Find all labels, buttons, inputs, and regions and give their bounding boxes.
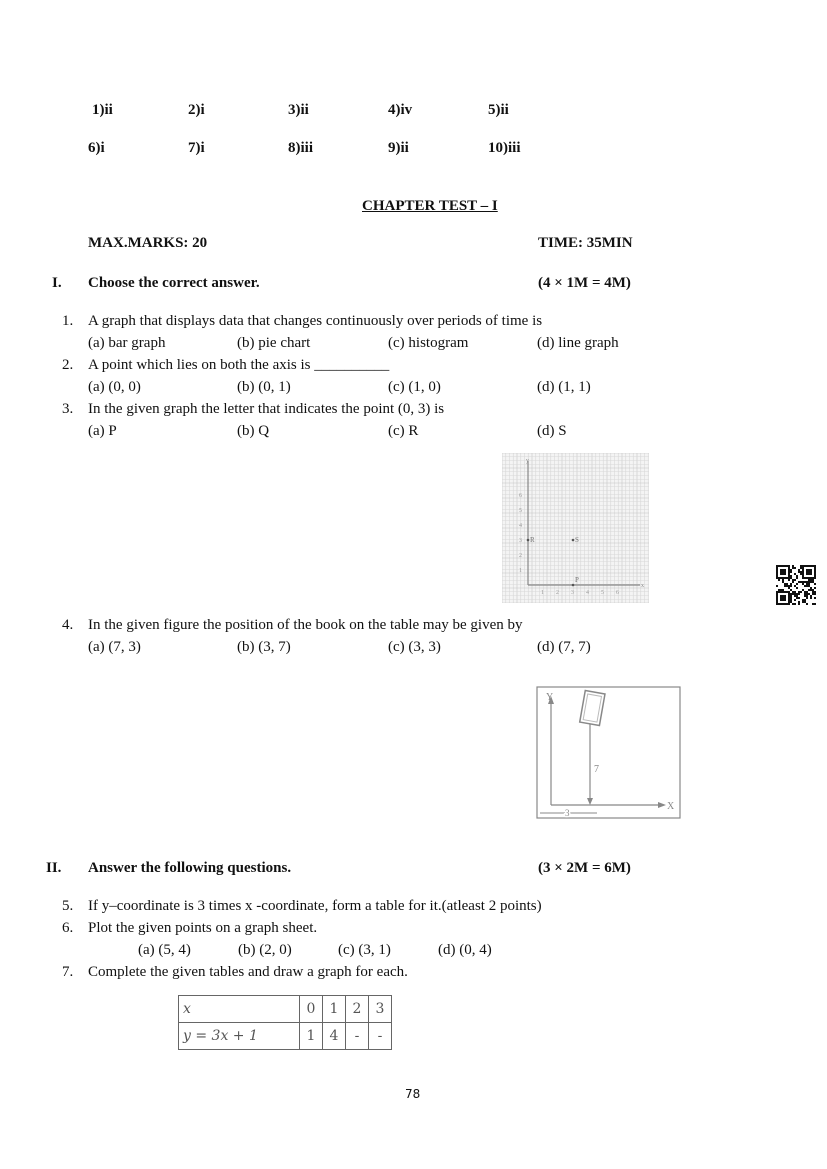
option: (d) (1, 1) [537, 379, 591, 395]
table-cell: - [346, 1023, 369, 1050]
time: TIME: 35MIN [538, 235, 633, 251]
answer: 5)ii [488, 102, 509, 118]
option: (a) (5, 4) [138, 942, 191, 958]
y-tick-label: 6 [519, 493, 522, 499]
option: (d) line graph [537, 335, 619, 351]
question-number: 4. [62, 617, 74, 633]
option: (c) R [388, 423, 419, 439]
max-marks: MAX.MARKS: 20 [88, 235, 208, 251]
section-heading: Choose the correct answer. [88, 275, 260, 291]
option: (b) (3, 7) [237, 639, 291, 655]
table-row [179, 996, 392, 1023]
option: (a) P [88, 423, 117, 439]
question-text: Plot the given points on a graph sheet. [88, 920, 318, 936]
point-P [572, 584, 575, 587]
question-number: 3. [62, 401, 74, 417]
table-row [179, 1023, 392, 1050]
answer: 6)i [88, 140, 105, 156]
option: (b) Q [237, 423, 270, 439]
answer: 2)i [188, 102, 205, 118]
option: (c) histogram [388, 335, 469, 351]
question-number: 6. [62, 920, 74, 936]
vertical-distance-label: 7 [594, 764, 599, 775]
x-axis-label: x [641, 583, 644, 589]
table-cell: - [369, 1023, 392, 1050]
answer: 3)ii [288, 102, 309, 118]
question-text: A graph that displays data that changes continuously over periods of time is [88, 313, 543, 329]
point-S [572, 539, 575, 542]
coordinate-graph-figure [502, 453, 649, 603]
answer: 1)ii [92, 102, 113, 118]
y-axis-label: y [526, 458, 529, 464]
book-icon [580, 691, 605, 726]
x-tick-label: 5 [601, 590, 604, 596]
option: (a) bar graph [88, 335, 166, 351]
section-heading: Answer the following questions. [88, 860, 292, 876]
option: (a) (0, 0) [88, 379, 141, 395]
chapter-title: CHAPTER TEST – I [362, 198, 498, 214]
section-number: I. [52, 275, 62, 291]
option: (d) (7, 7) [537, 639, 591, 655]
option: (c) (3, 1) [338, 942, 391, 958]
table-cell: y = 3x + 1 [179, 1023, 300, 1050]
y-tick-label: 3 [519, 538, 522, 544]
x-tick-label: 3 [571, 590, 574, 596]
point-R [527, 539, 530, 542]
x-tick-label: 6 [616, 590, 619, 596]
point-label: S [575, 536, 579, 544]
value-table [178, 995, 392, 1050]
option: (b) pie chart [237, 335, 311, 351]
book-position-figure [520, 680, 685, 822]
table-cell: 0 [300, 996, 323, 1023]
question-number: 7. [62, 964, 74, 980]
option: (c) (1, 0) [388, 379, 441, 395]
horizontal-distance-label: 3 [565, 808, 570, 818]
y-tick-label: 1 [519, 568, 522, 574]
point-label: R [530, 536, 535, 544]
answer: 8)iii [288, 140, 313, 156]
y-tick-label: 4 [519, 523, 522, 529]
answer: 10)iii [488, 140, 521, 156]
question-text: If y–coordinate is 3 times x -coordinate, form a table for it.(atleast 2 points) [88, 898, 542, 914]
question-text: Complete the given tables and draw a graph for each. [88, 964, 408, 980]
table-cell: 1 [300, 1023, 323, 1050]
y-tick-label: 5 [519, 508, 522, 514]
y-axis-label: Y [546, 692, 554, 703]
qr-code[interactable] [776, 565, 816, 605]
option: (d) (0, 4) [438, 942, 492, 958]
answer: 4)iv [388, 102, 413, 118]
table-cell: 2 [346, 996, 369, 1023]
table-cell: x [179, 996, 300, 1023]
table-cell: 1 [323, 996, 346, 1023]
question-number: 5. [62, 898, 74, 914]
question-text: A point which lies on both the axis is __________ [88, 357, 390, 373]
option: (d) S [537, 423, 567, 439]
section-marks: (3 × 2M = 6M) [538, 860, 631, 876]
x-axis-label: X [667, 801, 675, 812]
y-tick-label: 2 [519, 553, 522, 559]
option: (a) (7, 3) [88, 639, 141, 655]
option: (b) (2, 0) [238, 942, 292, 958]
x-tick-label: 1 [541, 590, 544, 596]
section-number: II. [46, 860, 62, 876]
question-text: In the given figure the position of the book on the table may be given by [88, 617, 523, 633]
answer: 7)i [188, 140, 205, 156]
option: (c) (3, 3) [388, 639, 441, 655]
question-number: 2. [62, 357, 74, 373]
page-number: 78 [405, 1087, 421, 1101]
x-tick-label: 2 [556, 590, 559, 596]
table-cell: 3 [369, 996, 392, 1023]
answer: 9)ii [388, 140, 409, 156]
x-tick-label: 4 [586, 590, 589, 596]
table-cell: 4 [323, 1023, 346, 1050]
question-number: 1. [62, 313, 74, 329]
point-label: P [575, 576, 579, 584]
question-text: In the given graph the letter that indicates the point (0, 3) is [88, 401, 445, 417]
section-marks: (4 × 1M = 4M) [538, 275, 631, 291]
option: (b) (0, 1) [237, 379, 291, 395]
